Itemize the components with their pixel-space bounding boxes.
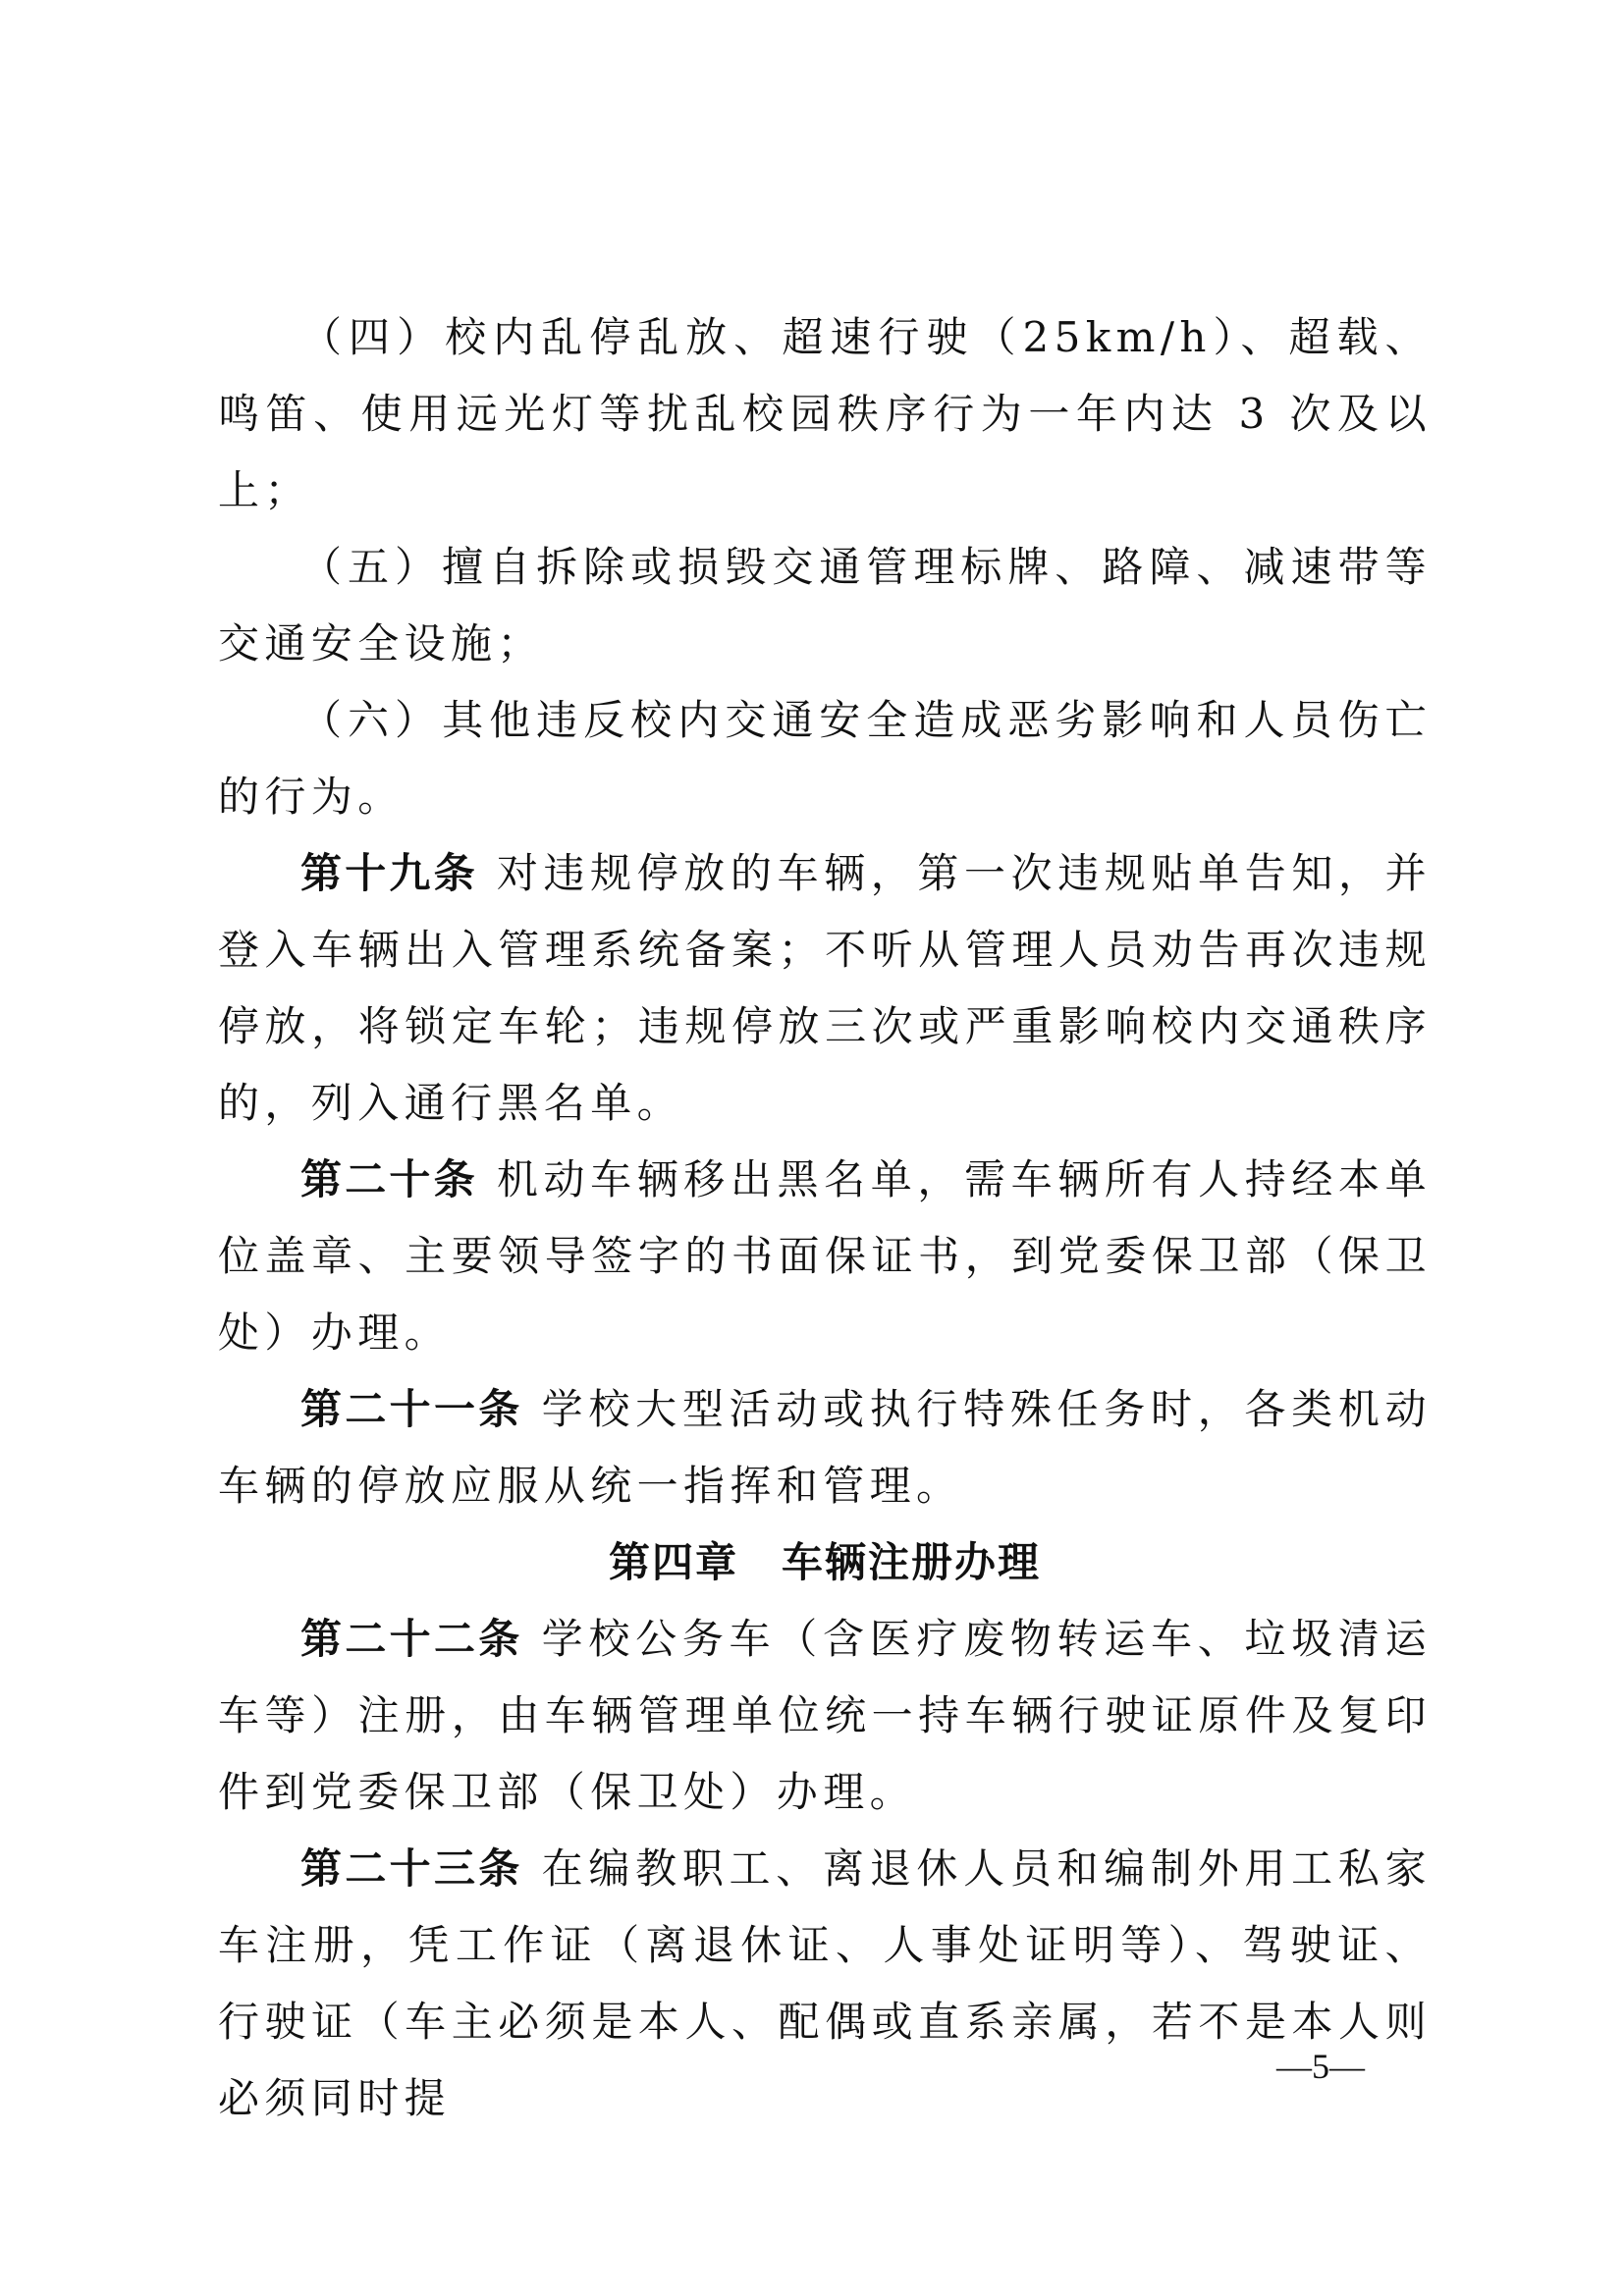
clause-item-5-text: （五）擅自拆除或损毁交通管理标牌、路障、减速带等交通安全设施； (218, 543, 1432, 667)
article-19-label: 第十九条 (300, 849, 478, 897)
document-body (218, 299, 1432, 2137)
article-21 (218, 1371, 1432, 1524)
article-19-text: 对违规停放的车辆，第一次违规贴单告知，并登入车辆出入管理系统备案；不听从管理人员劝告再次违规停放，将锁定车轮；违规停放三次或严重影响校内交通秩序的，列入通行黑名单。 (218, 849, 1432, 1127)
clause-item-4 (218, 299, 1432, 529)
article-23 (218, 1831, 1432, 2137)
article-22-label: 第二十二条 (300, 1615, 523, 1663)
article-19 (218, 835, 1432, 1142)
chapter-heading: 第四章 车辆注册办理 (608, 1538, 1041, 1586)
clause-item-4-text: （四）校内乱停乱放、超速行驶（25km/h）、超载、鸣笛、使用远光灯等扰乱校园秩序行为一年内达 3 次及以上； (218, 313, 1432, 514)
article-23-text: 在编教职工、离退休人员和编制外用工私家车注册，凭工作证（离退休证、人事处证明等）、驾驶证、行驶证（车主必须是本人、配偶或直系亲属，若不是本人则必须同时提 (218, 1844, 1432, 2122)
article-20-text: 机动车辆移出黑名单，需车辆所有人持经本单位盖章、主要领导签字的书面保证书，到党委保卫部（保卫处）办理。 (218, 1155, 1432, 1357)
article-23-label: 第二十三条 (300, 1844, 523, 1893)
article-21-text: 学校大型活动或执行特殊任务时，各类机动车辆的停放应服从统一指挥和管理。 (218, 1385, 1432, 1510)
clause-item-6 (218, 682, 1432, 835)
article-20-label: 第二十条 (300, 1155, 478, 1203)
article-22 (218, 1601, 1432, 1831)
clause-item-5 (218, 529, 1432, 682)
page-number: —5— (1276, 2047, 1365, 2086)
clause-item-6-text: （六）其他违反校内交通安全造成恶劣影响和人员伤亡的行为。 (218, 696, 1432, 821)
article-22-text: 学校公务车（含医疗废物转运车、垃圾清运车等）注册，由车辆管理单位统一持车辆行驶证原件及复印件到党委保卫部（保卫处）办理。 (218, 1615, 1432, 1816)
article-21-label: 第二十一条 (300, 1385, 523, 1433)
article-20 (218, 1142, 1432, 1371)
